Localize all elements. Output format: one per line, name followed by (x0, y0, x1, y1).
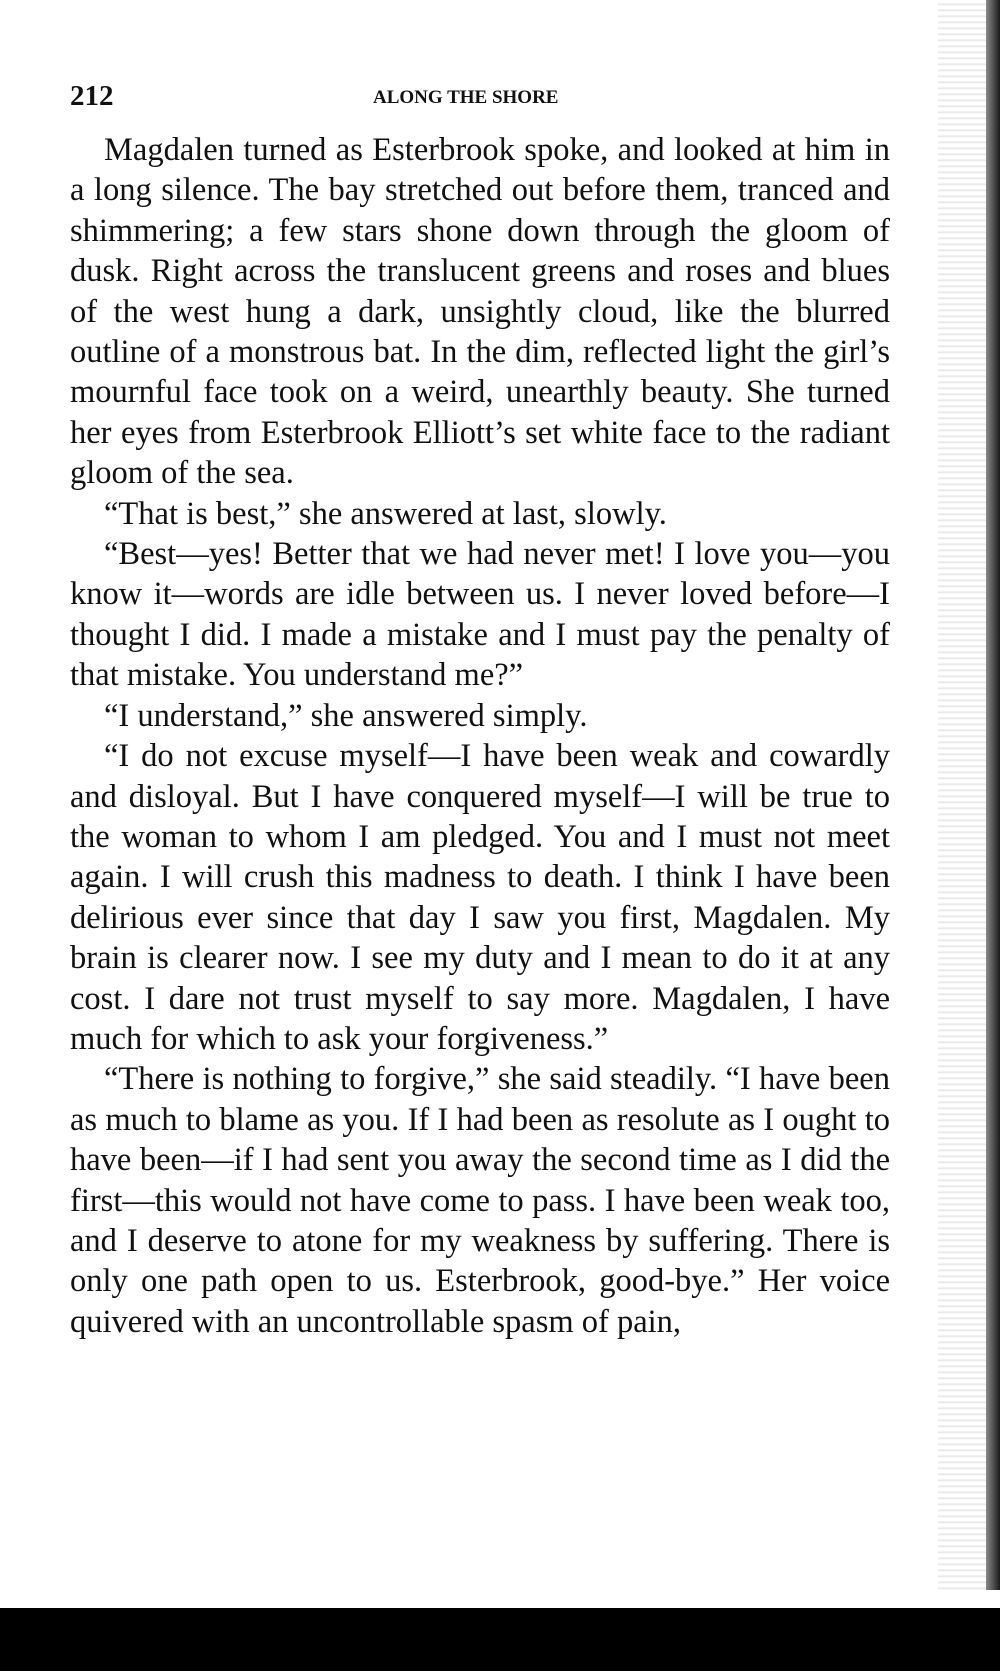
paragraph: “I understand,” she answered simply. (104, 697, 588, 734)
paragraph: “There is nothing to forgive,” she said steadily. “I have been as much to blame as you. If I had been as resolute as I ought to have been—if I had sent you away the second time as I did the first—this would not have come to pass. I have been weak too, and I deserve to atone for my weakness by suffering. There is only one path open to us. Esterbrook, good-bye.” Her voice quivered with an uncontrollable spasm of pain, (70, 1061, 890, 1340)
scan-bottom-border (0, 1608, 1000, 1671)
paragraph: “I do not excuse myself—I have been weak and cowardly and disloyal. But I have conquered myself—I will be true to the woman to whom I am pledged. You and I must not meet again. I will crush this madness to death. I think I have been delirious ever since that day I saw you first, Magdalen. My brain is clearer now. I see my duty and I mean to do it at any cost. I dare not trust myself to say more. Magdalen, I have much for which to ask your forgiveness.” (70, 738, 890, 1057)
running-head: ALONG THE SHORE (373, 87, 559, 108)
body-text (70, 130, 890, 1342)
page-header (70, 76, 900, 116)
page-number: 212 (70, 80, 114, 112)
binding-edge (986, 0, 1000, 1590)
paragraph: “That is best,” she answered at last, slowly. (104, 495, 667, 532)
paragraph: “Best—yes! Better that we had never met! I love you—you know it—words are idle between us. I never loved before—I thought I did. I made a mistake and I must pay the penalty of that mistake. You understand me?” (70, 536, 890, 694)
paragraph: Magdalen turned as Esterbrook spoke, and looked at him in a long silence. The bay stretched out before them, tranced and shimmering; a few stars shone down through the gloom of dusk. Right across the translucent greens and roses and blues of the west hung a dark, unsightly cloud, like the blurred outline of a monstrous bat. In the dim, reflected light the girl’s mournful face took on a weird, unearthly beauty. She turned her eyes from Esterbrook Elliott’s set white face to the radiant gloom of the sea. (70, 132, 890, 492)
